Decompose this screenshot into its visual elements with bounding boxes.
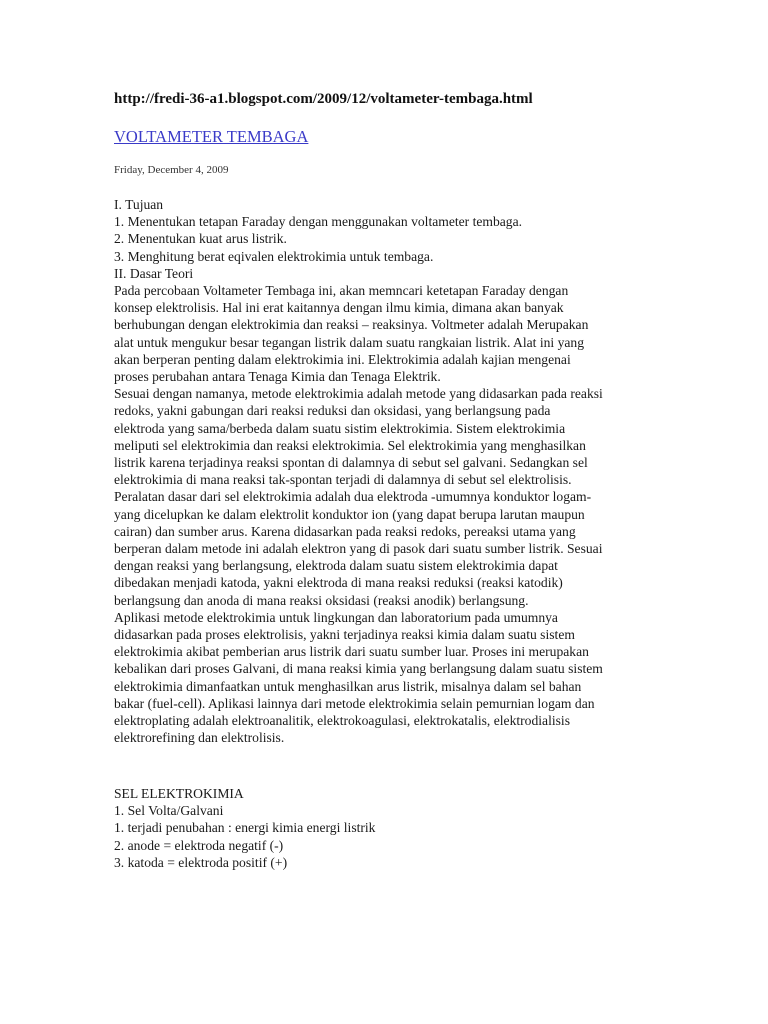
list-item: 1. Sel Volta/Galvani xyxy=(114,803,224,819)
list-item: 3. katoda = elektroda positif (+) xyxy=(114,854,288,870)
list-item: 3. Menghitung berat eqivalen elektrokimia untuk tembaga. xyxy=(114,248,434,264)
paragraph-line: elektrokimia dimanfaatkan untuk menghasilkan arus listrik, misalnya dalam sel bahan xyxy=(114,678,582,694)
paragraph-line: didasarkan pada proses elektrolisis, yakni terjadinya reaksi kimia dalam suatu sistem xyxy=(114,627,575,643)
paragraph-line: konsep elektrolisis. Hal ini erat kaitannya dengan ilmu kimia, dimana akan banyak xyxy=(114,300,564,316)
paragraph-line: elektrokimia akibat pemberian arus listrik dari suatu sumber luar. Proses ini merupakan xyxy=(114,644,589,660)
paragraph-line: listrik karena terjadinya reaksi spontan di dalamnya di sebut sel galvani. Sedangkan sel xyxy=(114,455,588,471)
paragraph-line: dengan reaksi yang berlangsung, elektroda dalam suatu sistem elektrokimia dapat xyxy=(114,558,558,574)
paragraph-line: bakar (fuel-cell). Aplikasi lainnya dari metode elektrokimia selain pemurnian logam dan xyxy=(114,695,595,711)
paragraph-line: meliputi sel elektrokimia dan reaksi elektrokimia. Sel elektrokimia yang menghasilkan xyxy=(114,437,586,453)
paragraph-line: Pada percobaan Voltameter Tembaga ini, akan memncari ketetapan Faraday dengan xyxy=(114,283,569,299)
paragraph-line: elektrokimia di mana reaksi tak-spontan terjadi di dalamnya di sebut sel elektrolisis. xyxy=(114,472,572,488)
paragraph-line: alat untuk mengukur besar tegangan listrik dalam suatu rangkaian listrik. Alat ini yang xyxy=(114,334,584,350)
paragraph-line: elektroda yang sama/berbeda dalam suatu sistim elektrokimia. Sistem elektrokimia xyxy=(114,420,566,436)
list-item: 2. Menentukan kuat arus listrik. xyxy=(114,231,287,247)
paragraph-line: elektrorefining dan elektrolisis. xyxy=(114,730,285,746)
paragraph-line: berperan dalam metode ini adalah elektron yang di pasok dari suatu sumber listrik. Sesuai xyxy=(114,541,603,557)
paragraph-line: Peralatan dasar dari sel elektrokimia adalah dua elektroda -umumnya konduktor logam- xyxy=(114,489,592,505)
paragraph-line: redoks, yakni gabungan dari reaksi reduksi dan oksidasi, yang berlangsung pada xyxy=(114,403,551,419)
paragraph-line: akan berperan penting dalam elektrokimia ini. Elektrokimia adalah kajian mengenai xyxy=(114,351,571,367)
paragraph-line: berlangsung dan anoda di mana reaksi oksidasi (reaksi anodik) berlangsung. xyxy=(114,592,529,608)
post-date: Friday, December 4, 2009 xyxy=(114,164,229,176)
paragraph-line: Sesuai dengan namanya, metode elektrokimia adalah metode yang didasarkan pada reaksi xyxy=(114,386,603,402)
list-item: 1. Menentukan tetapan Faraday dengan menggunakan voltameter tembaga. xyxy=(114,214,523,230)
article-body xyxy=(114,196,603,747)
section-heading-dasar-teori: II. Dasar Teori xyxy=(114,265,194,281)
post-title-link[interactable]: VOLTAMETER TEMBAGA xyxy=(114,127,309,146)
paragraph-line: dibedakan menjadi katoda, yakni elektroda di mana reaksi reduksi (reaksi katodik) xyxy=(114,575,563,591)
section-heading-sel-elektrokimia: SEL ELEKTROKIMIA xyxy=(114,786,244,801)
paragraph-line: yang dicelupkan ke dalam elektrolit konduktor ion (yang dapat berupa larutan maupun xyxy=(114,506,585,522)
paragraph-line: berhubungan dengan elektrokimia dan reaksi – reaksinya. Voltmeter adalah Merupakan xyxy=(114,317,589,333)
list-item: 2. anode = elektroda negatif (-) xyxy=(114,837,284,853)
paragraph-line: Aplikasi metode elektrokimia untuk lingkungan dan laboratorium pada umumnya xyxy=(114,609,558,625)
paragraph-line: kebalikan dari proses Galvani, di mana reaksi kimia yang berlangsung dalam suatu sistem xyxy=(114,661,603,677)
section-heading-tujuan: I. Tujuan xyxy=(114,197,164,212)
paragraph-line: proses perubahan antara Tenaga Kimia dan Tenaga Elektrik. xyxy=(114,369,441,385)
list-item: 1. terjadi penubahan : energi kimia energi listrik xyxy=(114,820,376,836)
section-sel-elektrokimia xyxy=(114,785,375,871)
source-url: http://fredi-36-a1.blogspot.com/2009/12/voltameter-tembaga.html xyxy=(114,91,533,107)
paragraph-line: elektroplating adalah elektroanalitik, elektrokoagulasi, elektrokatalis, elektrodialisis xyxy=(114,713,570,729)
paragraph-line: cairan) dan sumber arus. Karena didasarkan pada reaksi redoks, pereaksi utama yang xyxy=(114,523,576,539)
